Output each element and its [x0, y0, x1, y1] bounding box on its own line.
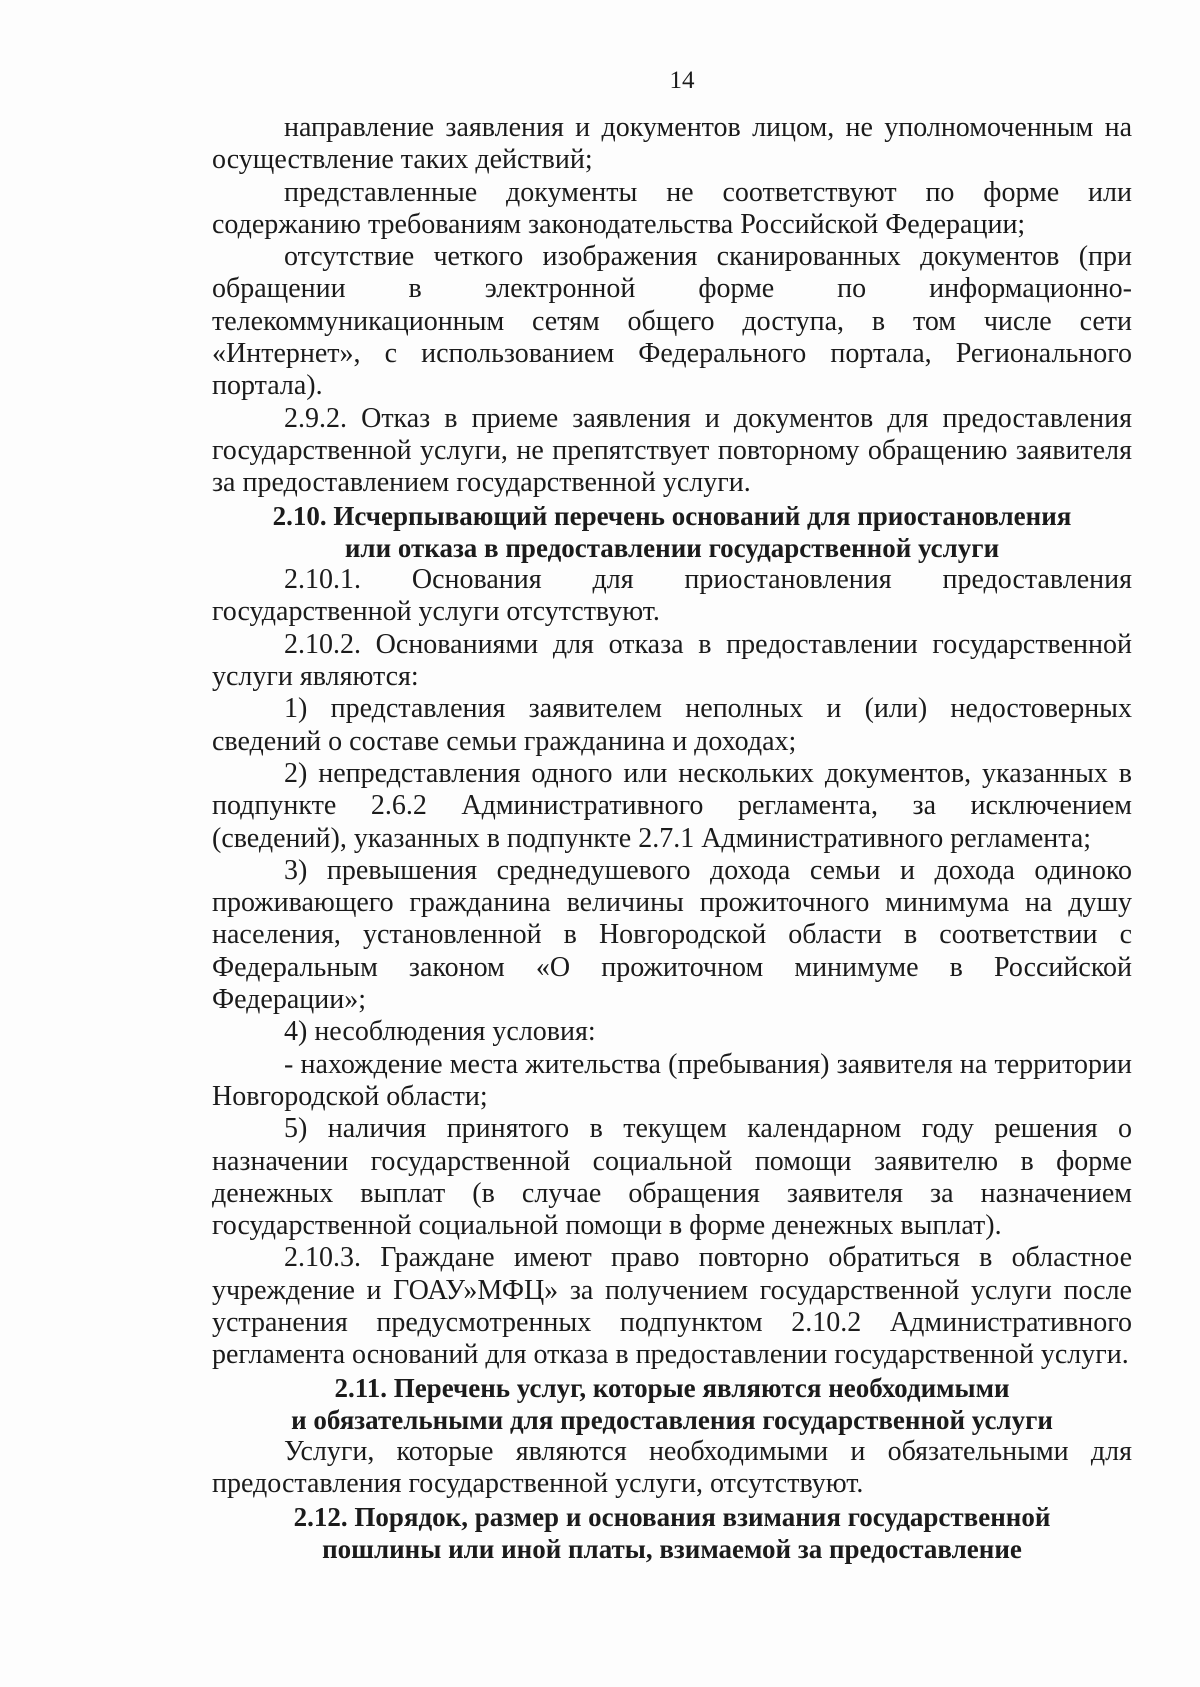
paragraph-unclear-scans: отсутствие четкого изображения сканированных документов (при обращении в электронной форме по информационно-телекоммуникационным сетям общего доступа, в том числе сети «Интернет», с использованием Федерального портала, Регионального портала). — [212, 241, 1132, 402]
heading-line: и обязательными для предоставления государственной услуги — [291, 1404, 1053, 1435]
list-item-1: 1) представления заявителем неполных и (или) недостоверных сведений о составе семьи гражданина и доходах; — [212, 693, 1132, 757]
paragraph-documents-mismatch: представленные документы не соответствуют по форме или содержанию требованиям законодательства Российской Федерации; — [212, 176, 1132, 240]
paragraph-2-10-2: 2.10.2. Основаниями для отказа в предоставлении государственной услуги являются: — [212, 628, 1132, 693]
paragraph-2-11-text: Услуги, которые являются необходимыми и обязательными для предоставления государственной услуги, отсутствуют. — [212, 1436, 1132, 1500]
page-number: 14 — [669, 67, 695, 94]
list-item-4-condition: - нахождение места жительства (пребывания) заявителя на территории Новгородской области; — [212, 1048, 1132, 1112]
heading-line: пошлины или иной платы, взимаемой за предоставление — [322, 1534, 1022, 1565]
paragraph-2-10-3: 2.10.3. Граждане имеют право повторно обратиться в областное учреждение и ГОАУ»МФЦ» за получением государственной услуги после устранения предусмотренных подпунктом 2.10.2 Административного регламента оснований для отказа в предоставлении государственной услуги. — [212, 1242, 1132, 1371]
document-body — [212, 112, 1132, 1565]
list-item-4: 4) несоблюдения условия: — [284, 1016, 596, 1048]
heading-line: 2.11. Перечень услуг, которые являются необходимыми — [334, 1372, 1010, 1403]
paragraph-2-9-2: 2.9.2. Отказ в приеме заявления и документов для предоставления государственной услуги, не препятствует повторному обращению заявителя за предоставлением государственной услуги. — [212, 402, 1132, 499]
section-heading-2-12 — [212, 1501, 1132, 1566]
paragraph-2-10-1: 2.10.1. Основания для приостановления предоставления государственной услуги отсутствуют. — [212, 564, 1132, 628]
heading-line: 2.12. Порядок, размер и основания взимания государственной — [293, 1501, 1051, 1532]
heading-line: 2.10. Исчерпывающий перечень оснований для приостановления — [272, 500, 1072, 531]
paragraph-unauthorized-submission: направление заявления и документов лицом, не уполномоченным на осуществление таких действий; — [212, 112, 1132, 176]
list-item-2: 2) непредставления одного или нескольких документов, указанных в подпункте 2.6.2 Административного регламента, за исключением (сведений), указанных в подпункте 2.7.1 Административного регламента; — [212, 757, 1132, 854]
heading-line: или отказа в предоставлении государственной услуги — [344, 532, 1000, 563]
list-item-3: 3) превышения среднедушевого дохода семьи и дохода одиноко проживающего гражданина величины прожиточного минимума на душу населения, установленной в Новгородской области в соответствии с Федеральным законом «О прожиточном минимуме в Российской Федерации»; — [212, 854, 1132, 1016]
list-item-5: 5) наличия принятого в текущем календарном году решения о назначении государственной социальной помощи заявителю в форме денежных выплат (в случае обращения заявителя за назначением государственной социальной помощи в форме денежных выплат). — [212, 1113, 1132, 1242]
section-heading-2-11 — [212, 1372, 1132, 1437]
section-heading-2-10 — [212, 500, 1132, 565]
